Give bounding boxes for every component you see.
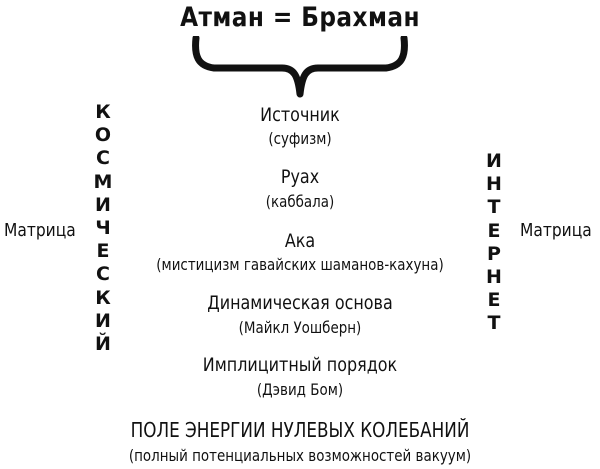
internet-letter: Т bbox=[487, 196, 501, 219]
cosmic-letter: Ч bbox=[95, 217, 111, 240]
internet-letter: Н bbox=[486, 173, 502, 196]
cosmic-letter: С bbox=[96, 147, 110, 170]
node-note-3: (мистицизм гавайских шаманов-кахуна) bbox=[156, 255, 444, 274]
node-note-4: (Майкл Уошберн) bbox=[238, 318, 362, 337]
internet-letter: И bbox=[486, 150, 502, 172]
internet-letter: Е bbox=[487, 219, 501, 242]
internet-letter: Н bbox=[486, 266, 502, 289]
curly-brace-icon bbox=[190, 36, 410, 98]
node-name-3: Ака bbox=[284, 230, 316, 252]
right-matrix-label: Матрица bbox=[520, 220, 592, 241]
vertical-word-internet bbox=[484, 150, 504, 336]
cosmic-letter: И bbox=[95, 193, 111, 216]
node-name-4: Динамическая основа bbox=[207, 292, 393, 314]
node-name-2: Руах bbox=[280, 166, 320, 188]
node-name-1: Источник bbox=[260, 104, 340, 126]
headline-atman-brahman: Атман = Брахман bbox=[180, 2, 420, 33]
vertical-word-cosmic bbox=[93, 101, 113, 356]
node-note-2: (каббала) bbox=[265, 192, 335, 211]
internet-letter: Т bbox=[487, 312, 501, 335]
internet-letter: Е bbox=[487, 289, 501, 312]
zero-point-field-note: (полный потенциальных возможностей вакуум) bbox=[128, 446, 472, 465]
cosmic-letter: С bbox=[96, 263, 110, 286]
cosmic-letter: О bbox=[94, 124, 112, 147]
cosmic-letter: К bbox=[95, 101, 111, 123]
cosmic-letter: К bbox=[95, 286, 111, 309]
left-matrix-label: Матрица bbox=[4, 220, 76, 241]
node-name-5: Имплицитный порядок bbox=[202, 354, 398, 376]
cosmic-letter: М bbox=[93, 170, 113, 193]
cosmic-letter: Й bbox=[95, 333, 111, 356]
zero-point-field-title: ПОЛЕ ЭНЕРГИИ НУЛЕВЫХ КОЛЕБАНИЙ bbox=[130, 418, 470, 442]
node-note-1: (суфизм) bbox=[268, 129, 332, 148]
node-note-5: (Дэвид Бом) bbox=[256, 380, 344, 399]
cosmic-letter: И bbox=[95, 309, 111, 332]
internet-letter: Р bbox=[487, 242, 501, 265]
cosmic-letter: Е bbox=[96, 240, 110, 263]
